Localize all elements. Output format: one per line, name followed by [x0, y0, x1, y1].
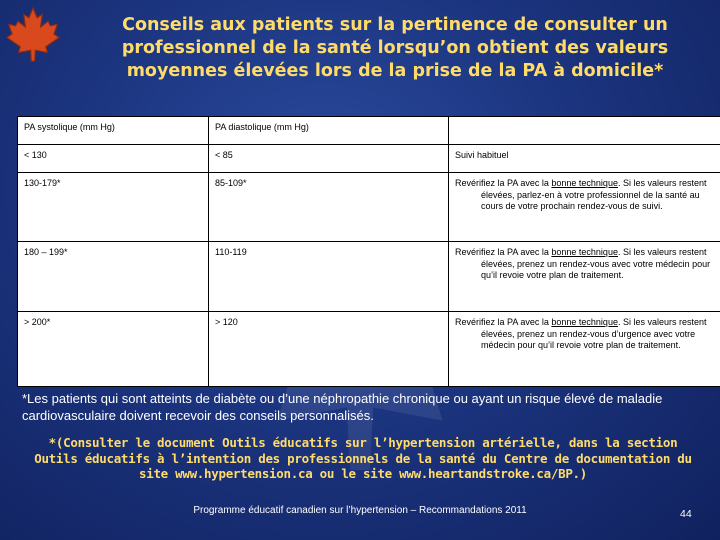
systolic-cell: 130-179* — [18, 173, 209, 242]
advice-text: Revérifiez la PA avec la — [455, 178, 552, 188]
advice-text: Revérifiez la PA avec la — [455, 317, 552, 327]
advice-text: . Si les valeurs restent élevées, parlez-en à votre professionnel de la santé au cours de votre prochain rendez-vous de suivi. — [481, 178, 707, 211]
title-line: professionnel de la santé lorsqu’on obtient des valeurs — [121, 38, 669, 58]
header-diastolic: PA diastolique (mm Hg) — [209, 117, 449, 145]
table-row — [18, 173, 720, 242]
advice-text: . Si les valeurs restent élevées, prenez un rendez-vous avec votre médecin pour qu’il revoie votre plan de traitement. — [481, 247, 711, 280]
advice-text: . Si les valeurs restent élevées, prenez un rendez-vous d’urgence avec votre médecin pour qu’il revoie votre plan de traitement. — [481, 317, 707, 350]
maple-leaf-logo-icon — [4, 4, 62, 64]
systolic-cell: > 200* — [18, 312, 209, 387]
diastolic-cell: > 120 — [209, 312, 449, 387]
bp-advice-table — [17, 116, 720, 387]
table-row — [18, 242, 720, 312]
diastolic-cell: 85-109* — [209, 173, 449, 242]
advice-cell — [449, 312, 720, 387]
slide-title — [100, 14, 690, 83]
systolic-cell: 180 – 199* — [18, 242, 209, 312]
title-line: moyennes élevées lors de la prise de la PA à domicile* — [126, 61, 664, 81]
advice-text: Suivi habituel — [455, 150, 509, 160]
diastolic-cell: < 85 — [209, 145, 449, 173]
footnote-risk-patients: *Les patients qui sont atteints de diabète ou d’une néphropathie chronique ou ayant un risque élevé de maladie cardiovasculaire doivent recevoir des conseils personnalisés. — [22, 391, 663, 423]
advice-cell — [449, 145, 720, 173]
header-systolic: PA systolique (mm Hg) — [18, 117, 209, 145]
technique-link[interactable]: bonne technique — [551, 178, 618, 188]
title-line: Conseils aux patients sur la pertinence de consulter un — [122, 15, 668, 35]
technique-link[interactable]: bonne technique — [551, 317, 618, 327]
advice-cell — [449, 242, 720, 312]
footer-text: Programme éducatif canadien sur l’hypertension – Recommandations 2011 — [193, 505, 527, 516]
advice-cell — [449, 173, 720, 242]
footnote-resources: *(Consulter le document Outils éducatifs sur l’hypertension artérielle, dans la section Outils éducatifs à l’intention des professionnels de la santé du Centre de documentation du site www.hypertension.ca ou le site www.heartandstroke.ca/BP.) — [34, 435, 692, 481]
table-row — [18, 312, 720, 387]
advice-text: Revérifiez la PA avec la — [455, 247, 552, 257]
header-advice — [449, 117, 720, 145]
diastolic-cell: 110-119 — [209, 242, 449, 312]
page-number: 44 — [680, 508, 692, 520]
technique-link[interactable]: bonne technique — [551, 247, 618, 257]
systolic-cell: < 130 — [18, 145, 209, 173]
table-header-row — [18, 117, 720, 145]
table-row — [18, 145, 720, 173]
